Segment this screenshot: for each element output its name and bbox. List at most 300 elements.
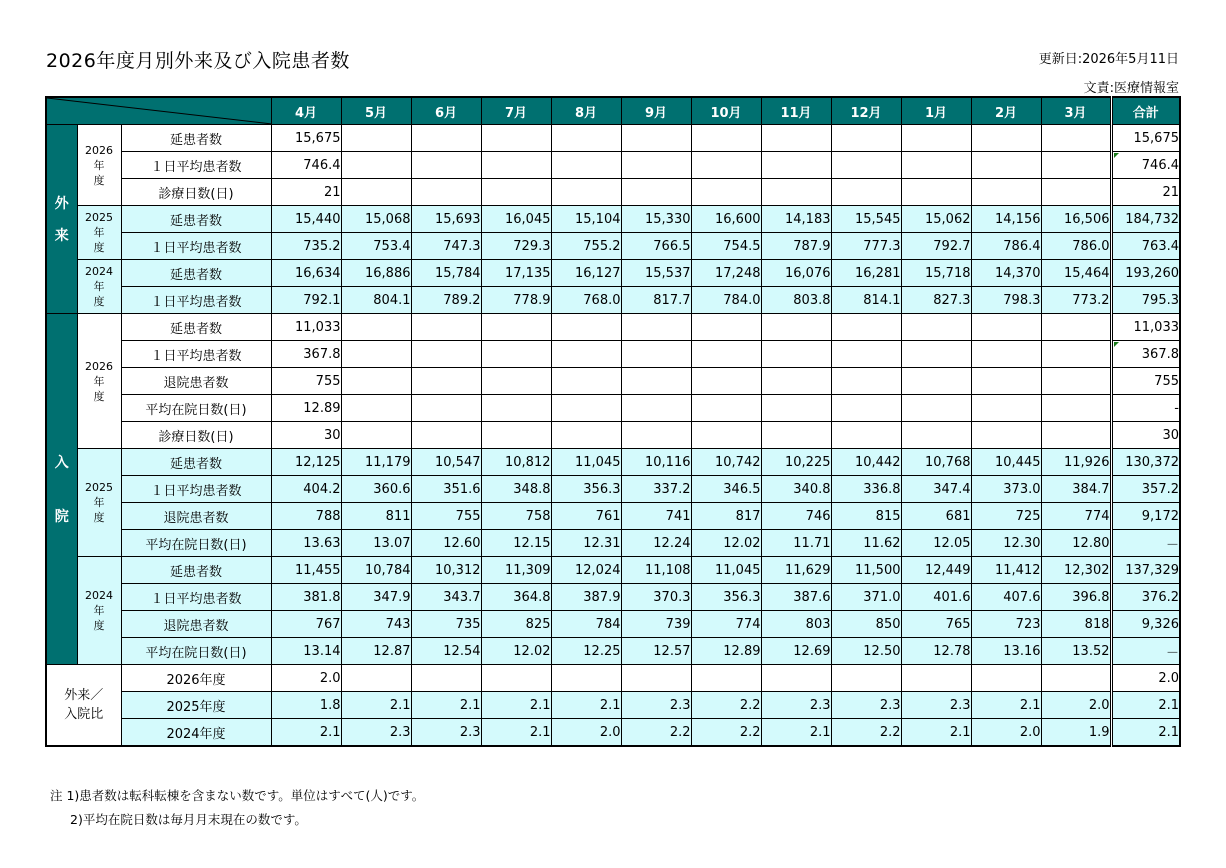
ratio-cell: 2.0 [271, 665, 341, 692]
data-cell: 754.5 [691, 233, 761, 260]
total-header: 合計 [1111, 97, 1180, 125]
data-cell [481, 314, 551, 341]
data-cell [831, 368, 901, 395]
data-cell [691, 395, 761, 422]
ratio-row [46, 692, 1180, 719]
row-label: 延患者数 [121, 314, 271, 341]
data-cell: 12.24 [621, 530, 691, 557]
data-cell: 798.3 [971, 287, 1041, 314]
month-header: 6月 [411, 97, 481, 125]
data-cell [481, 341, 551, 368]
data-cell: 21 [271, 179, 341, 206]
data-cell [551, 179, 621, 206]
data-cell [761, 368, 831, 395]
data-cell: 15,545 [831, 206, 901, 233]
data-cell [341, 368, 411, 395]
ratio-cell: 2.0 [1041, 692, 1111, 719]
data-cell: 12.25 [551, 638, 621, 665]
data-cell: 746.4 [271, 152, 341, 179]
data-cell [481, 395, 551, 422]
ratio-cell: 2.1 [341, 692, 411, 719]
month-header: 9月 [621, 97, 691, 125]
data-cell [691, 341, 761, 368]
data-cell [481, 179, 551, 206]
data-cell: 12.05 [901, 530, 971, 557]
ratio-cell [831, 665, 901, 692]
data-cell: 10,225 [761, 449, 831, 476]
ratio-cell: 2.0 [971, 719, 1041, 747]
data-cell: 15,330 [621, 206, 691, 233]
ratio-total-cell: 2.0 [1111, 665, 1180, 692]
row-label: 平均在院日数(日) [121, 530, 271, 557]
data-cell [831, 125, 901, 152]
data-cell [551, 395, 621, 422]
data-cell: 360.6 [341, 476, 411, 503]
data-cell: 815 [831, 503, 901, 530]
fiscal-year-label [77, 449, 121, 557]
data-cell: 787.9 [761, 233, 831, 260]
total-cell: 746.4 [1111, 152, 1180, 179]
row-label: 延患者数 [121, 125, 271, 152]
data-cell [551, 422, 621, 449]
data-cell: 11.71 [761, 530, 831, 557]
data-cell [831, 341, 901, 368]
table-row [46, 449, 1180, 476]
data-cell: 729.3 [481, 233, 551, 260]
data-cell [831, 395, 901, 422]
data-cell [761, 125, 831, 152]
ratio-cell: 2.1 [761, 719, 831, 747]
data-cell: 817 [691, 503, 761, 530]
data-cell [411, 179, 481, 206]
fiscal-year-line: 2026 [85, 143, 113, 157]
responsible-department: 文責:医療情報室 [1083, 81, 1179, 96]
data-cell: 10,812 [481, 449, 551, 476]
data-cell [481, 152, 551, 179]
table-row [46, 395, 1180, 422]
data-cell: 17,248 [691, 260, 761, 287]
data-cell: 753.4 [341, 233, 411, 260]
data-cell: 15,464 [1041, 260, 1111, 287]
ratio-section-label [46, 665, 121, 747]
data-cell [761, 395, 831, 422]
total-cell: 193,260 [1111, 260, 1180, 287]
data-cell [691, 422, 761, 449]
fiscal-year-line: 2025 [85, 211, 113, 224]
data-cell: 12.87 [341, 638, 411, 665]
data-cell: 12.57 [621, 638, 691, 665]
ratio-year-label: 2025年度 [121, 692, 271, 719]
ratio-cell: 1.8 [271, 692, 341, 719]
total-cell: 184,732 [1111, 206, 1180, 233]
data-cell: 777.3 [831, 233, 901, 260]
ratio-cell: 2.1 [901, 719, 971, 747]
data-cell [691, 179, 761, 206]
data-cell [481, 368, 551, 395]
data-cell: 347.9 [341, 584, 411, 611]
data-cell: 773.2 [1041, 287, 1111, 314]
data-cell: 10,442 [831, 449, 901, 476]
ratio-cell: 2.2 [621, 719, 691, 747]
data-cell: 15,440 [271, 206, 341, 233]
total-cell: 9,172 [1111, 503, 1180, 530]
data-cell: 12,024 [551, 557, 621, 584]
data-cell: 15,537 [621, 260, 691, 287]
data-cell: 351.6 [411, 476, 481, 503]
data-cell: 12.02 [691, 530, 761, 557]
data-cell: 803.8 [761, 287, 831, 314]
ratio-cell: 2.3 [901, 692, 971, 719]
data-cell [411, 368, 481, 395]
data-cell [1041, 152, 1111, 179]
data-cell [971, 152, 1041, 179]
ratio-cell [901, 665, 971, 692]
data-cell: 364.8 [481, 584, 551, 611]
table-row [46, 638, 1180, 665]
data-cell: 16,886 [341, 260, 411, 287]
header-row [46, 97, 1180, 125]
row-label: １日平均患者数 [121, 341, 271, 368]
data-cell: 739 [621, 611, 691, 638]
ratio-cell [481, 665, 551, 692]
data-cell: 387.6 [761, 584, 831, 611]
fiscal-year-line: 年 [93, 158, 105, 172]
row-label: 延患者数 [121, 206, 271, 233]
data-cell [831, 314, 901, 341]
data-cell: 348.8 [481, 476, 551, 503]
section-label-inpatient [46, 314, 77, 665]
patient-count-table [45, 96, 1181, 747]
data-cell: 12.50 [831, 638, 901, 665]
ratio-cell: 2.1 [271, 719, 341, 747]
data-cell [691, 368, 761, 395]
table-row [46, 530, 1180, 557]
data-cell [901, 368, 971, 395]
data-cell: 765 [901, 611, 971, 638]
row-label: 退院患者数 [121, 503, 271, 530]
fiscal-year-line: 年 [93, 280, 105, 293]
total-cell: 130,372 [1111, 449, 1180, 476]
data-cell: 407.6 [971, 584, 1041, 611]
data-cell [621, 314, 691, 341]
ratio-cell [1041, 665, 1111, 692]
total-cell: － [1111, 638, 1180, 665]
data-cell: 13.52 [1041, 638, 1111, 665]
ratio-label-line: 入院比 [64, 707, 104, 722]
data-cell: 747.3 [411, 233, 481, 260]
fiscal-year-label [77, 314, 121, 449]
ratio-row [46, 665, 1180, 692]
row-label: 平均在院日数(日) [121, 395, 271, 422]
data-cell [831, 179, 901, 206]
data-cell: 11,045 [691, 557, 761, 584]
data-cell: 10,784 [341, 557, 411, 584]
ratio-total-cell: 2.1 [1111, 719, 1180, 747]
data-cell: 12.31 [551, 530, 621, 557]
ratio-cell [551, 665, 621, 692]
data-cell [621, 395, 691, 422]
data-cell: 768.0 [551, 287, 621, 314]
table-row [46, 422, 1180, 449]
fiscal-year-line: 度 [93, 389, 105, 403]
data-cell [971, 179, 1041, 206]
data-cell: 786.0 [1041, 233, 1111, 260]
month-header: 12月 [831, 97, 901, 125]
month-header: 7月 [481, 97, 551, 125]
data-cell [691, 152, 761, 179]
ratio-cell: 2.2 [691, 719, 761, 747]
data-cell: 761 [551, 503, 621, 530]
data-cell [901, 152, 971, 179]
month-header: 8月 [551, 97, 621, 125]
row-label: 延患者数 [121, 449, 271, 476]
data-cell [341, 125, 411, 152]
fiscal-year-label [77, 557, 121, 665]
data-cell: 16,281 [831, 260, 901, 287]
table-row [46, 179, 1180, 206]
data-cell: 817.7 [621, 287, 691, 314]
section-char: 来 [54, 228, 69, 244]
fiscal-year-line: 2024 [85, 265, 113, 278]
month-header: 3月 [1041, 97, 1111, 125]
data-cell: 12.89 [271, 395, 341, 422]
data-cell: 743 [341, 611, 411, 638]
data-cell [411, 341, 481, 368]
data-cell: 735 [411, 611, 481, 638]
data-cell [551, 341, 621, 368]
data-cell: 16,127 [551, 260, 621, 287]
table-row [46, 233, 1180, 260]
ratio-cell: 2.0 [551, 719, 621, 747]
fiscal-year-line: 2024 [85, 589, 113, 602]
month-header: 2月 [971, 97, 1041, 125]
data-cell: 755 [271, 368, 341, 395]
data-cell: 15,068 [341, 206, 411, 233]
data-cell [341, 179, 411, 206]
total-cell: 795.3 [1111, 287, 1180, 314]
ratio-cell: 2.1 [481, 692, 551, 719]
data-cell: 13.14 [271, 638, 341, 665]
row-label: 延患者数 [121, 260, 271, 287]
data-cell: 827.3 [901, 287, 971, 314]
data-cell [341, 422, 411, 449]
data-cell: 336.8 [831, 476, 901, 503]
footnote-1: 注 1)患者数は転科転棟を含まない数です。単位はすべて(人)です。 [50, 788, 425, 803]
data-cell: 12.89 [691, 638, 761, 665]
data-cell: 12,125 [271, 449, 341, 476]
data-cell: 346.5 [691, 476, 761, 503]
ratio-cell: 2.3 [341, 719, 411, 747]
data-cell: 396.8 [1041, 584, 1111, 611]
ratio-cell: 2.2 [691, 692, 761, 719]
data-cell: 778.9 [481, 287, 551, 314]
ratio-cell: 2.2 [831, 719, 901, 747]
data-cell: 381.8 [271, 584, 341, 611]
fiscal-year-line: 年 [93, 226, 105, 239]
data-cell [411, 314, 481, 341]
month-header: 11月 [761, 97, 831, 125]
data-cell: 356.3 [551, 476, 621, 503]
ratio-cell [691, 665, 761, 692]
data-cell: 15,062 [901, 206, 971, 233]
fiscal-year-line: 2026 [85, 359, 113, 373]
data-cell [761, 314, 831, 341]
data-cell [551, 368, 621, 395]
data-cell [761, 422, 831, 449]
data-cell [1041, 395, 1111, 422]
fiscal-year-line: 年 [93, 604, 105, 617]
data-cell [831, 422, 901, 449]
data-cell: 766.5 [621, 233, 691, 260]
data-cell [761, 179, 831, 206]
data-cell: 11,309 [481, 557, 551, 584]
data-cell [411, 395, 481, 422]
fiscal-year-line: 度 [93, 619, 105, 632]
fiscal-year-line: 度 [93, 241, 105, 254]
data-cell: 11,033 [271, 314, 341, 341]
data-cell: 10,547 [411, 449, 481, 476]
data-cell: 814.1 [831, 287, 901, 314]
data-cell [411, 422, 481, 449]
data-cell: 755 [411, 503, 481, 530]
data-cell: 850 [831, 611, 901, 638]
updated-date: 更新日:2026年5月11日 [1038, 52, 1179, 67]
data-cell: 14,183 [761, 206, 831, 233]
data-cell [621, 152, 691, 179]
total-cell: 21 [1111, 179, 1180, 206]
data-cell: 373.0 [971, 476, 1041, 503]
data-cell [621, 125, 691, 152]
month-header: 1月 [901, 97, 971, 125]
fiscal-year-line: 度 [93, 173, 105, 187]
data-cell: 16,076 [761, 260, 831, 287]
data-cell [761, 341, 831, 368]
data-cell [971, 125, 1041, 152]
ratio-row [46, 719, 1180, 747]
data-cell: 10,768 [901, 449, 971, 476]
data-cell: 12.69 [761, 638, 831, 665]
data-cell [1041, 368, 1111, 395]
total-cell: 763.4 [1111, 233, 1180, 260]
data-cell: 370.3 [621, 584, 691, 611]
data-cell: 681 [901, 503, 971, 530]
data-cell [341, 314, 411, 341]
data-cell: 725 [971, 503, 1041, 530]
section-label-outpatient [46, 125, 77, 314]
data-cell [481, 125, 551, 152]
data-cell: 10,312 [411, 557, 481, 584]
data-cell: 758 [481, 503, 551, 530]
row-label: １日平均患者数 [121, 287, 271, 314]
data-cell [901, 314, 971, 341]
row-label: 診療日数(日) [121, 422, 271, 449]
data-cell [411, 152, 481, 179]
data-cell: 12.15 [481, 530, 551, 557]
data-cell: 16,600 [691, 206, 761, 233]
data-cell [691, 125, 761, 152]
ratio-label-line: 外来／ [64, 688, 104, 703]
data-cell: 337.2 [621, 476, 691, 503]
row-label: 退院患者数 [121, 368, 271, 395]
table-row [46, 152, 1180, 179]
data-cell [481, 422, 551, 449]
corner-diagonal [47, 98, 271, 124]
data-cell: 11.62 [831, 530, 901, 557]
data-cell: 11,500 [831, 557, 901, 584]
data-cell: 14,156 [971, 206, 1041, 233]
data-cell [691, 314, 761, 341]
data-cell: 15,104 [551, 206, 621, 233]
ratio-total-cell: 2.1 [1111, 692, 1180, 719]
data-cell: 12.60 [411, 530, 481, 557]
data-cell: 12.80 [1041, 530, 1111, 557]
ratio-year-label: 2024年度 [121, 719, 271, 747]
data-cell: 792.1 [271, 287, 341, 314]
data-cell: 16,634 [271, 260, 341, 287]
data-cell: 404.2 [271, 476, 341, 503]
total-cell: 357.2 [1111, 476, 1180, 503]
error-indicator-icon [1114, 153, 1119, 158]
data-cell: 387.9 [551, 584, 621, 611]
footnote-2: 2)平均在院日数は毎月月末現在の数です。 [70, 812, 307, 827]
row-label: 診療日数(日) [121, 179, 271, 206]
table-row [46, 125, 1180, 152]
data-cell: 340.8 [761, 476, 831, 503]
total-cell: - [1111, 395, 1180, 422]
data-cell [901, 179, 971, 206]
data-cell: 804.1 [341, 287, 411, 314]
data-cell: 12.78 [901, 638, 971, 665]
data-cell [621, 341, 691, 368]
table-row [46, 557, 1180, 584]
data-cell: 11,045 [551, 449, 621, 476]
table-row [46, 503, 1180, 530]
corner-cell [46, 97, 271, 125]
data-cell [621, 368, 691, 395]
data-cell [621, 179, 691, 206]
data-cell: 15,675 [271, 125, 341, 152]
fiscal-year-line: 2025 [85, 481, 113, 494]
data-cell: 755.2 [551, 233, 621, 260]
data-cell: 12.54 [411, 638, 481, 665]
total-cell: 11,033 [1111, 314, 1180, 341]
ratio-cell: 2.3 [831, 692, 901, 719]
data-cell: 384.7 [1041, 476, 1111, 503]
data-cell: 12.30 [971, 530, 1041, 557]
table-row [46, 476, 1180, 503]
ratio-cell: 2.1 [411, 692, 481, 719]
fiscal-year-line: 度 [93, 295, 105, 308]
data-cell: 774 [691, 611, 761, 638]
data-cell: 792.7 [901, 233, 971, 260]
total-cell: 30 [1111, 422, 1180, 449]
ratio-cell [621, 665, 691, 692]
total-cell: 137,329 [1111, 557, 1180, 584]
table-row [46, 341, 1180, 368]
section-char: 入 [54, 455, 69, 471]
table-row [46, 314, 1180, 341]
total-cell: 376.2 [1111, 584, 1180, 611]
table-row [46, 287, 1180, 314]
data-cell [1041, 125, 1111, 152]
data-cell [971, 422, 1041, 449]
data-cell: 825 [481, 611, 551, 638]
data-cell [551, 152, 621, 179]
data-cell: 10,116 [621, 449, 691, 476]
data-cell: 17,135 [481, 260, 551, 287]
data-cell: 784 [551, 611, 621, 638]
data-cell: 11,108 [621, 557, 691, 584]
